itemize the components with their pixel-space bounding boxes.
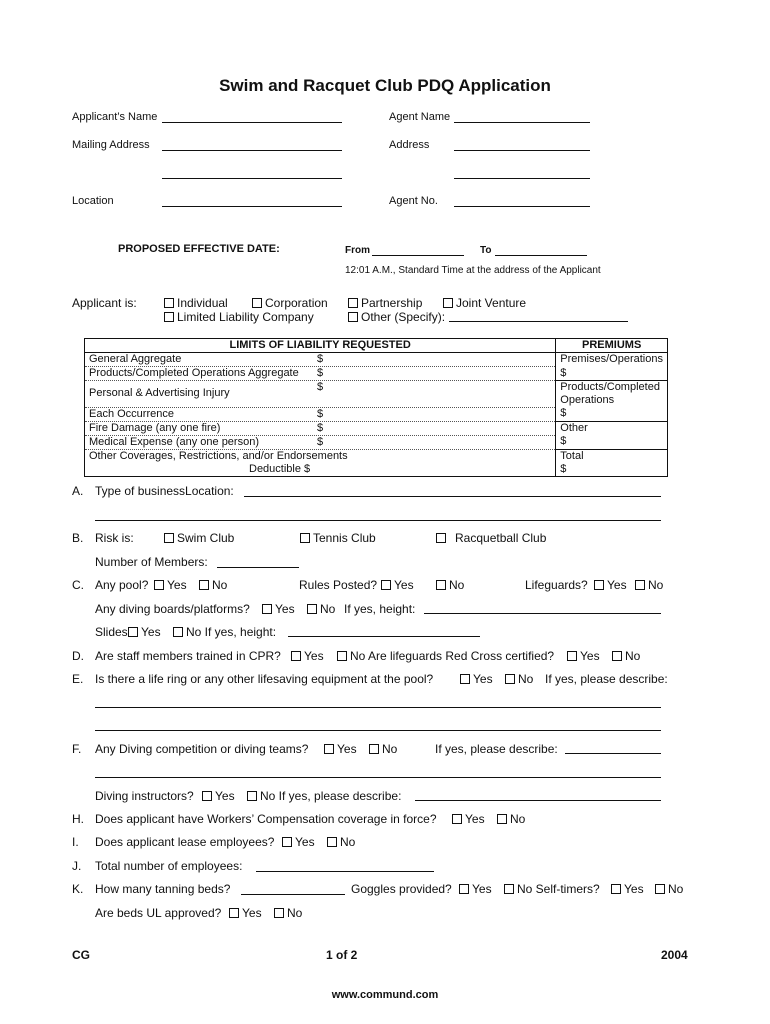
- checkbox-icon: [436, 580, 446, 590]
- ul-yes-checkbox[interactable]: Yes: [229, 906, 262, 920]
- limit-label: Products/Completed Operations Aggregate: [89, 367, 299, 379]
- other-specify-checkbox[interactable]: Other (Specify):: [348, 310, 445, 324]
- limit-dollar[interactable]: $: [317, 421, 324, 434]
- checkbox-icon: [443, 298, 453, 308]
- cpr-label: Are staff members trained in CPR?: [95, 649, 281, 663]
- checkbox-icon: [436, 533, 446, 543]
- checkbox-icon: [173, 627, 183, 637]
- instructors-describe-field[interactable]: [415, 800, 661, 801]
- premium-cell: Total: [556, 449, 668, 463]
- address-field-2[interactable]: [454, 178, 590, 179]
- premium-cell: Products/Completed Operations: [556, 381, 668, 408]
- diving-boards-label: Any diving boards/platforms?: [95, 602, 250, 616]
- agent-name-label: Agent Name: [389, 111, 451, 123]
- table-row: [85, 449, 668, 463]
- agent-no-label: Agent No.: [389, 195, 438, 207]
- life-ring-describe-field-2[interactable]: [95, 730, 661, 731]
- question-letter: F.: [72, 742, 82, 756]
- instructors-no-checkbox[interactable]: No If yes, please describe:: [247, 789, 401, 803]
- limit-dollar[interactable]: $: [317, 353, 324, 365]
- from-label: From: [345, 245, 370, 256]
- checkbox-icon: [337, 651, 347, 661]
- diving-competition-label: Any Diving competition or diving teams?: [95, 742, 309, 756]
- limit-label: Other Coverages, Restrictions, and/or Endorsements: [89, 449, 348, 462]
- business-location-field-2[interactable]: [95, 520, 661, 521]
- checkbox-icon: [202, 791, 212, 801]
- limit-label: Fire Damage (any one fire): [89, 421, 221, 434]
- checkbox-icon: [381, 580, 391, 590]
- checkbox-icon: [452, 814, 462, 824]
- partnership-checkbox[interactable]: Partnership: [348, 296, 422, 310]
- from-field[interactable]: [372, 255, 464, 256]
- racquetball-club-checkbox[interactable]: Racquetball Club: [436, 531, 546, 545]
- agent-name-field[interactable]: [454, 122, 590, 123]
- question-a-label: Type of businessLocation:: [95, 484, 234, 498]
- premium-cell: Other: [556, 421, 668, 435]
- goggles-no-checkbox[interactable]: No Self-timers?: [504, 882, 600, 896]
- question-letter: D.: [72, 649, 84, 663]
- timers-no-checkbox[interactable]: No: [655, 882, 683, 896]
- checkbox-icon: [594, 580, 604, 590]
- question-letter: C.: [72, 578, 84, 592]
- business-location-field[interactable]: [244, 496, 661, 497]
- premium-cell[interactable]: $: [556, 463, 668, 477]
- instructors-yes-checkbox[interactable]: Yes: [202, 789, 235, 803]
- checkbox-icon: [324, 744, 334, 754]
- to-field[interactable]: [495, 255, 587, 256]
- checkbox-icon: [497, 814, 507, 824]
- premium-cell[interactable]: $: [556, 367, 668, 381]
- slides-yes-checkbox[interactable]: Yes: [128, 625, 161, 639]
- question-letter: J.: [72, 859, 82, 873]
- limits-table: [84, 338, 668, 477]
- checkbox-icon: [128, 627, 138, 637]
- lifeguards-yes-checkbox[interactable]: Yes: [594, 578, 627, 592]
- checkbox-icon: [300, 533, 310, 543]
- competition-yes-checkbox[interactable]: Yes: [324, 742, 357, 756]
- cpr-no-checkbox[interactable]: No Are lifeguards Red Cross certified?: [337, 649, 554, 663]
- checkbox-icon: [164, 312, 174, 322]
- limit-label: Personal & Advertising Injury: [89, 387, 230, 400]
- table-row: [85, 435, 668, 449]
- checkbox-icon: [282, 837, 292, 847]
- tanning-beds-field[interactable]: [241, 894, 345, 895]
- checkbox-icon: [460, 674, 470, 684]
- workers-comp-label: Does applicant have Workers’ Compensation coverage in force?: [95, 812, 437, 826]
- workers-comp-yes-checkbox[interactable]: Yes: [452, 812, 485, 826]
- question-letter: I.: [72, 835, 79, 849]
- question-letter: H.: [72, 812, 84, 826]
- checkbox-icon: [274, 908, 284, 918]
- question-letter: B.: [72, 531, 84, 545]
- premium-cell[interactable]: $: [556, 435, 668, 449]
- premium-cell: Premises/Operations: [556, 353, 668, 367]
- members-field[interactable]: [217, 567, 299, 568]
- mailing-address-field-2[interactable]: [162, 178, 342, 179]
- footer-year: 2004: [661, 948, 688, 962]
- lease-yes-checkbox[interactable]: Yes: [282, 835, 315, 849]
- checkbox-icon: [611, 884, 621, 894]
- llc-checkbox[interactable]: Limited Liability Company: [164, 310, 314, 324]
- deductible-label[interactable]: Deductible $: [85, 463, 556, 477]
- question-b-label: Risk is:: [95, 531, 134, 545]
- lifeguards-no-checkbox[interactable]: No: [635, 578, 663, 592]
- table-row: [85, 381, 668, 408]
- limit-dollar[interactable]: $: [317, 407, 324, 420]
- limits-header: LIMITS OF LIABILITY REQUESTED: [85, 339, 556, 353]
- checkbox-icon: [369, 744, 379, 754]
- limit-label: Medical Expense (any one person): [89, 435, 259, 448]
- joint-venture-checkbox[interactable]: Joint Venture: [443, 296, 526, 310]
- slides-height-field[interactable]: [288, 636, 480, 637]
- rules-posted-label: Rules Posted?: [299, 578, 378, 592]
- life-ring-describe-field[interactable]: [95, 707, 661, 708]
- footer-url: www.commund.com: [331, 989, 439, 1001]
- slides-no-checkbox[interactable]: No If yes, height:: [173, 625, 276, 639]
- tanning-beds-label: How many tanning beds?: [95, 882, 231, 896]
- applicant-is-label: Applicant is:: [72, 296, 137, 310]
- life-ring-label: Is there a life ring or any other lifesaving equipment at the pool?: [95, 672, 434, 686]
- checkbox-icon: [199, 580, 209, 590]
- checkbox-icon: [635, 580, 645, 590]
- location-label: Location: [72, 195, 114, 207]
- checkbox-icon: [505, 674, 515, 684]
- location-field[interactable]: [162, 206, 342, 207]
- checkbox-icon: [327, 837, 337, 847]
- address-field[interactable]: [454, 150, 590, 151]
- life-ring-no-checkbox[interactable]: No: [505, 672, 533, 686]
- pool-label: Any pool?: [95, 578, 149, 592]
- mailing-address-field[interactable]: [162, 150, 342, 151]
- checkbox-icon: [164, 533, 174, 543]
- lifeguards-label: Lifeguards?: [525, 578, 588, 592]
- limit-dollar[interactable]: $: [317, 381, 324, 393]
- individual-checkbox[interactable]: Individual: [164, 296, 228, 310]
- checkbox-icon: [459, 884, 469, 894]
- checkbox-icon: [262, 604, 272, 614]
- competition-describe-field-2[interactable]: [95, 777, 661, 778]
- slides-label: Slides: [95, 625, 128, 639]
- life-ring-describe-label: If yes, please describe:: [545, 672, 668, 686]
- checkbox-icon: [307, 604, 317, 614]
- total-employees-field[interactable]: [256, 871, 434, 872]
- limit-dollar[interactable]: $: [317, 435, 324, 448]
- checkbox-icon: [567, 651, 577, 661]
- rules-no-checkbox[interactable]: No: [436, 578, 464, 592]
- footer-form-code: CG: [72, 948, 90, 962]
- life-ring-yes-checkbox[interactable]: Yes: [460, 672, 493, 686]
- table-row: [85, 421, 668, 435]
- question-letter: E.: [72, 672, 84, 686]
- effective-date-label: PROPOSED EFFECTIVE DATE:: [118, 243, 280, 255]
- other-specify-field[interactable]: [449, 321, 628, 322]
- checkbox-icon: [252, 298, 262, 308]
- tennis-club-checkbox[interactable]: Tennis Club: [300, 531, 376, 545]
- diving-yes-checkbox[interactable]: Yes: [262, 602, 295, 616]
- diving-height-label: If yes, height:: [344, 602, 416, 616]
- ul-no-checkbox[interactable]: No: [274, 906, 302, 920]
- cpr-yes-checkbox[interactable]: Yes: [291, 649, 324, 663]
- limit-label: Each Occurrence: [89, 407, 174, 420]
- checkbox-icon: [504, 884, 514, 894]
- applicant-name-label: Applicant’s Name: [72, 111, 158, 123]
- premium-cell[interactable]: $: [556, 407, 668, 421]
- checkbox-icon: [154, 580, 164, 590]
- ul-approved-label: Are beds UL approved?: [95, 906, 222, 920]
- checkbox-icon: [291, 651, 301, 661]
- timers-yes-checkbox[interactable]: Yes: [611, 882, 644, 896]
- agent-no-field[interactable]: [454, 206, 590, 207]
- premiums-header: PREMIUMS: [556, 339, 668, 353]
- red-cross-no-checkbox[interactable]: No: [612, 649, 640, 663]
- table-row: [85, 353, 668, 367]
- diving-height-field[interactable]: [424, 613, 661, 614]
- competition-describe-label: If yes, please describe:: [435, 742, 558, 756]
- total-employees-label: Total number of employees:: [95, 859, 243, 873]
- diving-instructors-label: Diving instructors?: [95, 789, 194, 803]
- limit-label: General Aggregate: [89, 353, 182, 365]
- pool-yes-checkbox[interactable]: Yes: [154, 578, 187, 592]
- checkbox-icon: [164, 298, 174, 308]
- checkbox-icon: [247, 791, 257, 801]
- to-label: To: [480, 245, 492, 256]
- page-number: 1 of 2: [326, 948, 358, 962]
- checkbox-icon: [348, 312, 358, 322]
- pool-no-checkbox[interactable]: No: [199, 578, 227, 592]
- question-letter: K.: [72, 882, 84, 896]
- goggles-label: Goggles provided?: [351, 882, 452, 896]
- limit-dollar[interactable]: $: [317, 367, 324, 379]
- checkbox-icon: [229, 908, 239, 918]
- table-row: [85, 367, 668, 381]
- address-label: Address: [389, 139, 430, 151]
- goggles-yes-checkbox[interactable]: Yes: [459, 882, 492, 896]
- red-cross-yes-checkbox[interactable]: Yes: [567, 649, 600, 663]
- applicant-name-field[interactable]: [162, 122, 342, 123]
- competition-no-checkbox[interactable]: No: [369, 742, 397, 756]
- checkbox-icon: [612, 651, 622, 661]
- competition-describe-field[interactable]: [565, 753, 661, 754]
- checkbox-icon: [348, 298, 358, 308]
- corporation-checkbox[interactable]: Corporation: [252, 296, 328, 310]
- workers-comp-no-checkbox[interactable]: No: [497, 812, 525, 826]
- mailing-address-label: Mailing Address: [72, 139, 150, 151]
- table-row: [85, 407, 668, 421]
- members-label: Number of Members:: [95, 555, 208, 569]
- table-row: [85, 463, 668, 477]
- lease-employees-label: Does applicant lease employees?: [95, 835, 275, 849]
- swim-club-checkbox[interactable]: Swim Club: [164, 531, 234, 545]
- lease-no-checkbox[interactable]: No: [327, 835, 355, 849]
- rules-yes-checkbox[interactable]: Yes: [381, 578, 414, 592]
- effective-time-note: 12:01 A.M., Standard Time at the address of the Applicant: [345, 265, 601, 276]
- page-title: Swim and Racquet Club PDQ Application: [219, 76, 551, 95]
- diving-no-checkbox[interactable]: No: [307, 602, 335, 616]
- checkbox-icon: [655, 884, 665, 894]
- question-letter: A.: [72, 484, 84, 498]
